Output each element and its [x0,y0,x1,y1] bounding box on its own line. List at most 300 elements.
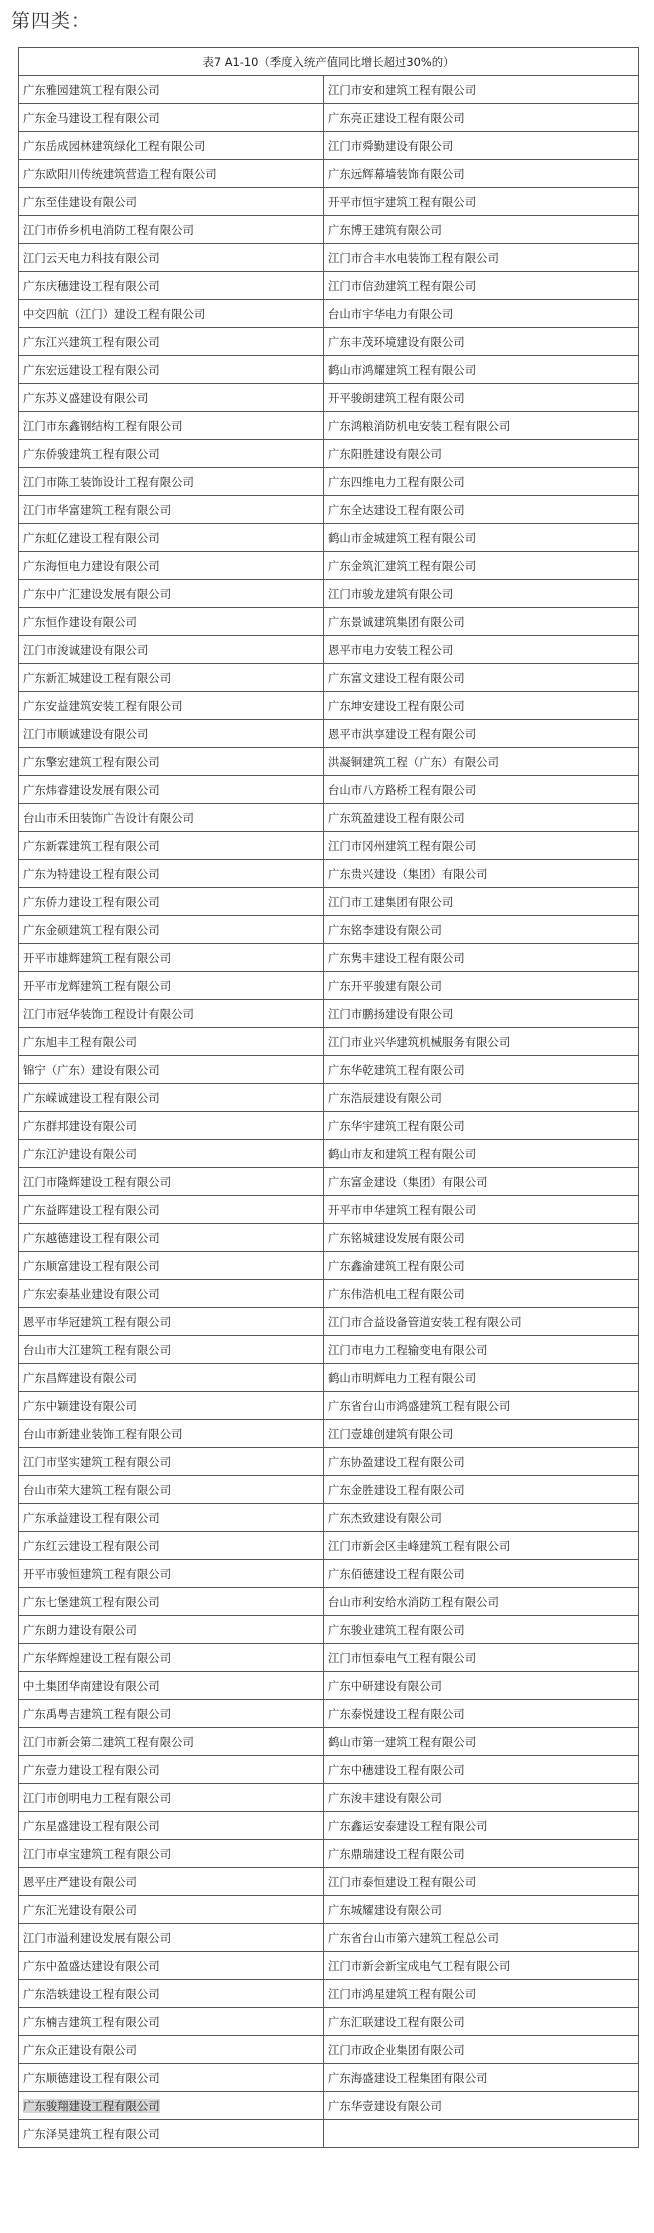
company-cell-left [19,244,324,272]
company-cell-right [324,1084,639,1112]
company-name: 鹤山市第一建筑工程有限公司 [328,1734,477,1749]
company-cell-left [19,552,324,580]
company-cell-left [19,1532,324,1560]
company-name: 江门市陈工装饰设计工程有限公司 [23,474,194,489]
company-name: 鹤山市鸿耀建筑工程有限公司 [328,362,477,377]
company-name: 广东禹粤吉建筑工程有限公司 [23,1706,172,1721]
company-name: 广东四维电力工程有限公司 [328,474,465,489]
company-cell-right [324,328,639,356]
company-cell-left [19,1308,324,1336]
table-row [19,216,639,244]
company-cell-right [324,916,639,944]
company-name: 广东益晖建设工程有限公司 [23,1202,160,1217]
company-name: 广东星盛建设工程有限公司 [23,1818,160,1833]
table-row [19,1756,639,1784]
company-cell-left [19,1924,324,1952]
company-cell-left [19,160,324,188]
company-name: 广东江沪建设有限公司 [23,1146,137,1161]
table-row [19,1112,639,1140]
company-name: 广东红云建设工程有限公司 [23,1538,160,1553]
company-name: 广东金筑汇建筑工程有限公司 [328,558,477,573]
company-name: 江门市业兴华建筑机械服务有限公司 [328,1034,511,1049]
company-cell-left [19,1588,324,1616]
table-row [19,1196,639,1224]
company-name: 江门市合益设备管道安装工程有限公司 [328,1314,522,1329]
company-cell-left [19,1000,324,1028]
table-row [19,1980,639,2008]
table-row [19,1504,639,1532]
company-name: 广东浩轶建设工程有限公司 [23,1986,160,2001]
company-name: 江门市合丰水电装饰工程有限公司 [328,250,499,265]
company-name: 广东景诚建筑集团有限公司 [328,614,465,629]
company-cell-right [324,1644,639,1672]
table-row [19,1728,639,1756]
company-cell-right [324,1728,639,1756]
company-name: 台山市荣大建筑工程有限公司 [23,1482,172,1497]
table-row [19,1056,639,1084]
table-row [19,1784,639,1812]
company-name: 广东欧阳川传统建筑营造工程有限公司 [23,166,217,181]
company-cell-left [19,76,324,104]
table-row [19,916,639,944]
company-cell-left [19,1700,324,1728]
company-cell-left [19,104,324,132]
company-cell-right [324,1448,639,1476]
company-name: 恩平市电力安装工程公司 [328,642,454,657]
company-name: 广东苏义盛建设有限公司 [23,390,149,405]
company-cell-left [19,1252,324,1280]
company-name: 广东华乾建筑工程有限公司 [328,1062,465,1077]
company-name: 广东七堡建筑工程有限公司 [23,1594,160,1609]
company-name: 广东鑫渝建筑工程有限公司 [328,1258,465,1273]
company-name: 台山市禾田装饰广告设计有限公司 [23,810,194,825]
company-name: 台山市宇华电力有限公司 [328,306,454,321]
company-name: 广东贵兴建设（集团）有限公司 [328,866,488,881]
company-cell-right [324,524,639,552]
company-name: 江门市电力工程输变电有限公司 [328,1342,488,1357]
company-name: 广东承益建设工程有限公司 [23,1510,160,1525]
company-cell-right [324,944,639,972]
table-row [19,888,639,916]
company-name: 广东虹亿建设工程有限公司 [23,530,160,545]
company-name: 鹤山市金城建筑工程有限公司 [328,530,477,545]
company-cell-left [19,1756,324,1784]
company-name: 中土集团华南建设有限公司 [23,1678,160,1693]
company-name: 广东鸿粮消防机电安装工程有限公司 [328,418,511,433]
table-row [19,132,639,160]
company-name: 广东开平骏建有限公司 [328,978,442,993]
company-name: 鹤山市明辉电力工程有限公司 [328,1370,477,1385]
company-name: 广东全达建设工程有限公司 [328,502,465,517]
section-heading: 第四类： [11,10,92,32]
company-cell-left [19,636,324,664]
company-name: 广东筑盈建设工程有限公司 [328,810,465,825]
company-cell-right [324,2120,639,2148]
company-name: 广东汇光建设有限公司 [23,1902,137,1917]
company-name: 广东浚丰建设有限公司 [328,1790,442,1805]
company-cell-right [324,1672,639,1700]
company-name: 广东博王建筑有限公司 [328,222,442,237]
company-name: 台山市利安给水消防工程有限公司 [328,1594,499,1609]
company-name: 广东城耀建设有限公司 [328,1902,442,1917]
company-name: 开平市申华建筑工程有限公司 [328,1202,477,1217]
company-name: 广东汇联建设工程有限公司 [328,2014,465,2029]
company-cell-right [324,272,639,300]
company-cell-right [324,440,639,468]
table-caption: 表7 A1-10（季度入统产值同比增长超过30%的） [19,48,639,76]
company-cell-left [19,1868,324,1896]
company-name: 恩平市洪享建设工程有限公司 [328,726,477,741]
company-cell-right [324,1924,639,1952]
company-name: 广东海恒电力建设有限公司 [23,558,160,573]
company-name: 广东省台山市鸿盛建筑工程有限公司 [328,1398,511,1413]
company-cell-right [324,1784,639,1812]
company-cell-right [324,1756,639,1784]
company-cell-left [19,1952,324,1980]
company-name: 广东岳成园林建筑绿化工程有限公司 [23,138,206,153]
company-name: 开平骏朗建筑工程有限公司 [328,390,465,405]
company-name: 广东华宇建筑工程有限公司 [328,1118,465,1133]
company-cell-left [19,776,324,804]
company-name: 广东炜睿建设发展有限公司 [23,782,160,797]
company-cell-right [324,748,639,776]
company-name: 广东庆穗建设工程有限公司 [23,278,160,293]
company-cell-left [19,496,324,524]
table-row [19,244,639,272]
company-name: 广东中研建设有限公司 [328,1678,442,1693]
company-cell-right [324,1336,639,1364]
company-name: 台山市新建业装饰工程有限公司 [23,1426,183,1441]
table-row [19,2008,639,2036]
company-cell-right [324,1196,639,1224]
table-row [19,104,639,132]
company-cell-right [324,1420,639,1448]
company-cell-right [324,664,639,692]
company-name: 开平市龙辉建筑工程有限公司 [23,978,172,993]
company-name: 广东坤安建设工程有限公司 [328,698,465,713]
company-cell-left [19,1392,324,1420]
table-row [19,76,639,104]
company-cell-right [324,468,639,496]
company-name: 广东铭城建设发展有限公司 [328,1230,465,1245]
company-name: 广东群邦建设有限公司 [23,1118,137,1133]
company-name: 江门市坚实建筑工程有限公司 [23,1454,172,1469]
company-cell-right [324,1812,639,1840]
company-cell-left [19,2120,324,2148]
company-cell-left [19,272,324,300]
table-row [19,496,639,524]
company-name: 江门市隆辉建设工程有限公司 [23,1174,172,1189]
table-row [19,776,639,804]
company-cell-right [324,1364,639,1392]
company-table-container [18,47,638,2148]
company-cell-right [324,1560,639,1588]
table-row [19,2092,639,2120]
table-row [19,1560,639,1588]
company-cell-left [19,664,324,692]
company-name: 江门市浚诚建设有限公司 [23,642,149,657]
company-cell-left [19,216,324,244]
company-cell-left [19,1784,324,1812]
company-name: 江门市舜勤建设有限公司 [328,138,454,153]
company-name: 江门市泰恒建设工程有限公司 [328,1874,477,1889]
company-cell-left [19,1476,324,1504]
table-row [19,580,639,608]
table-row [19,440,639,468]
company-cell-left [19,692,324,720]
company-cell-right [324,188,639,216]
company-cell-right [324,1028,639,1056]
company-cell-right [324,1308,639,1336]
company-cell-right [324,580,639,608]
company-name: 广东泰悦建设工程有限公司 [328,1706,465,1721]
company-name: 江门市冠华装饰工程设计有限公司 [23,1006,194,1021]
company-name: 广东顺富建设工程有限公司 [23,1258,160,1273]
company-name: 广东省台山市第六建筑工程总公司 [328,1930,499,1945]
table-caption-row [19,48,639,76]
company-name: 广东朗力建设有限公司 [23,1622,137,1637]
table-row [19,1140,639,1168]
company-name: 广东佰德建设工程有限公司 [328,1566,465,1581]
company-cell-right [324,804,639,832]
company-cell-left [19,748,324,776]
company-cell-left [19,2092,324,2120]
company-cell-left [19,356,324,384]
company-name: 广东伟浩机电工程有限公司 [328,1286,465,1301]
company-cell-right [324,1168,639,1196]
company-cell-left [19,384,324,412]
table-row [19,1588,639,1616]
company-name: 广东中穗建设工程有限公司 [328,1762,465,1777]
table-row [19,1532,639,1560]
company-name: 广东骏业建筑工程有限公司 [328,1622,465,1637]
company-name: 广东杰致建设有限公司 [328,1510,442,1525]
company-cell-left [19,1672,324,1700]
company-cell-left [19,1616,324,1644]
company-cell-right [324,1476,639,1504]
company-name: 广东雅园建筑工程有限公司 [23,82,160,97]
company-cell-left [19,1056,324,1084]
company-name: 广东为特建设工程有限公司 [23,866,160,881]
company-name: 广东江兴建筑工程有限公司 [23,334,160,349]
company-cell-right [324,2064,639,2092]
company-cell-right [324,860,639,888]
company-name: 广东骏翔建设工程有限公司 [23,2098,160,2113]
company-cell-right [324,356,639,384]
company-cell-right [324,1280,639,1308]
company-cell-right [324,1252,639,1280]
company-cell-right [324,608,639,636]
company-cell-left [19,300,324,328]
company-name: 广东鼎瑞建设工程有限公司 [328,1846,465,1861]
company-name: 中交四航（江门）建设工程有限公司 [23,306,206,321]
table-row [19,188,639,216]
table-row [19,1840,639,1868]
table-row [19,1028,639,1056]
company-name: 广东新霖建筑工程有限公司 [23,838,160,853]
table-row [19,468,639,496]
company-cell-left [19,1336,324,1364]
table-row [19,636,639,664]
company-name: 广东擎宏建筑工程有限公司 [23,754,160,769]
company-name: 恩平市华冠建筑工程有限公司 [23,1314,172,1329]
table-row [19,972,639,1000]
company-name: 江门市信劲建筑工程有限公司 [328,278,477,293]
company-name: 锦宁（广东）建设有限公司 [23,1062,160,1077]
company-cell-left [19,804,324,832]
company-cell-left [19,1896,324,1924]
company-cell-left [19,1840,324,1868]
table-row [19,412,639,440]
company-name: 鹤山市友和建筑工程有限公司 [328,1146,477,1161]
company-cell-right [324,1504,639,1532]
company-cell-right [324,972,639,1000]
company-cell-left [19,972,324,1000]
company-cell-right [324,1112,639,1140]
company-cell-right [324,1000,639,1028]
company-cell-left [19,468,324,496]
company-name: 江门市顺诚建设有限公司 [23,726,149,741]
company-name: 江门市新会新宝成电气工程有限公司 [328,1958,511,1973]
company-name: 广东昌辉建设有限公司 [23,1370,137,1385]
company-cell-right [324,1224,639,1252]
company-cell-right [324,1532,639,1560]
company-cell-left [19,1280,324,1308]
company-name: 广东至佳建设有限公司 [23,194,137,209]
company-cell-left [19,1140,324,1168]
company-name: 江门市溢利建设发展有限公司 [23,1930,172,1945]
company-cell-left [19,1224,324,1252]
company-cell-right [324,636,639,664]
company-name: 开平市骏恒建筑工程有限公司 [23,1566,172,1581]
company-name: 广东侨力建设工程有限公司 [23,894,160,909]
table-row [19,1364,639,1392]
table-row [19,356,639,384]
table-row [19,1168,639,1196]
table-row [19,944,639,972]
company-name: 广东远辉幕墙装饰有限公司 [328,166,465,181]
table-row [19,1924,639,1952]
table-row [19,832,639,860]
table-row [19,748,639,776]
company-cell-right [324,692,639,720]
company-cell-left [19,1420,324,1448]
company-name: 江门市冈州建筑工程有限公司 [328,838,477,853]
table-row [19,608,639,636]
table-row [19,1868,639,1896]
company-cell-right [324,244,639,272]
company-name: 江门市新会第二建筑工程有限公司 [23,1734,194,1749]
table-row [19,1392,639,1420]
company-cell-left [19,860,324,888]
company-name: 广东协盈建设工程有限公司 [328,1454,465,1469]
company-name: 江门云天电力科技有限公司 [23,250,160,265]
company-name: 广东中颖建设有限公司 [23,1398,137,1413]
company-name: 广东中盈盛达建设有限公司 [23,1958,160,1973]
company-cell-right [324,1840,639,1868]
company-name: 广东宏远建设工程有限公司 [23,362,160,377]
table-row [19,300,639,328]
company-cell-left [19,1168,324,1196]
company-name: 江门市创明电力工程有限公司 [23,1790,172,1805]
company-cell-right [324,132,639,160]
company-cell-right [324,1056,639,1084]
company-name: 广东泽昊建筑工程有限公司 [23,2126,160,2141]
company-name: 江门市政企业集团有限公司 [328,2042,465,2057]
company-name: 广东嵘诚建设工程有限公司 [23,1090,160,1105]
company-name: 广东金硕建筑工程有限公司 [23,922,160,937]
company-cell-right [324,1980,639,2008]
table-row [19,804,639,832]
company-cell-left [19,132,324,160]
table-row [19,692,639,720]
company-name: 广东丰茂环境建设有限公司 [328,334,465,349]
company-name: 江门市安和建筑工程有限公司 [328,82,477,97]
company-cell-left [19,608,324,636]
company-cell-right [324,496,639,524]
company-cell-right [324,2092,639,2120]
company-name: 广东安益建筑安装工程有限公司 [23,698,183,713]
table-row [19,2120,639,2148]
company-cell-right [324,832,639,860]
company-name: 江门市东鑫钢结构工程有限公司 [23,418,183,433]
company-cell-right [324,1952,639,1980]
company-name: 广东越德建设工程有限公司 [23,1230,160,1245]
company-cell-left [19,720,324,748]
company-cell-right [324,552,639,580]
table-row [19,552,639,580]
company-cell-left [19,188,324,216]
company-cell-right [324,888,639,916]
company-name: 广东恒作建设有限公司 [23,614,137,629]
company-name: 开平市恒宇建筑工程有限公司 [328,194,477,209]
company-cell-left [19,1028,324,1056]
company-name: 广东富金建设（集团）有限公司 [328,1174,488,1189]
company-cell-right [324,2008,639,2036]
table-row [19,1280,639,1308]
company-name: 江门壹雄创建筑有限公司 [328,1426,454,1441]
table-row [19,1420,639,1448]
company-cell-left [19,944,324,972]
company-cell-left [19,580,324,608]
company-name: 台山市八方路桥工程有限公司 [328,782,477,797]
company-name: 广东浩辰建设有限公司 [328,1090,442,1105]
company-cell-left [19,524,324,552]
company-cell-left [19,1812,324,1840]
company-cell-left [19,1364,324,1392]
company-cell-right [324,216,639,244]
company-cell-right [324,300,639,328]
table-row [19,160,639,188]
table-row [19,720,639,748]
table-row [19,1616,639,1644]
company-cell-left [19,412,324,440]
table-row [19,1812,639,1840]
company-cell-left [19,916,324,944]
company-name: 恩平庄严建设有限公司 [23,1874,137,1889]
table-row [19,1448,639,1476]
company-cell-left [19,2064,324,2092]
company-name: 江门市华富建筑工程有限公司 [23,502,172,517]
company-cell-right [324,1868,639,1896]
company-name: 广东侨骏建筑工程有限公司 [23,446,160,461]
table-row [19,1224,639,1252]
table-row [19,1952,639,1980]
company-cell-left [19,1112,324,1140]
company-table [18,47,639,2148]
company-cell-right [324,384,639,412]
table-row [19,2036,639,2064]
